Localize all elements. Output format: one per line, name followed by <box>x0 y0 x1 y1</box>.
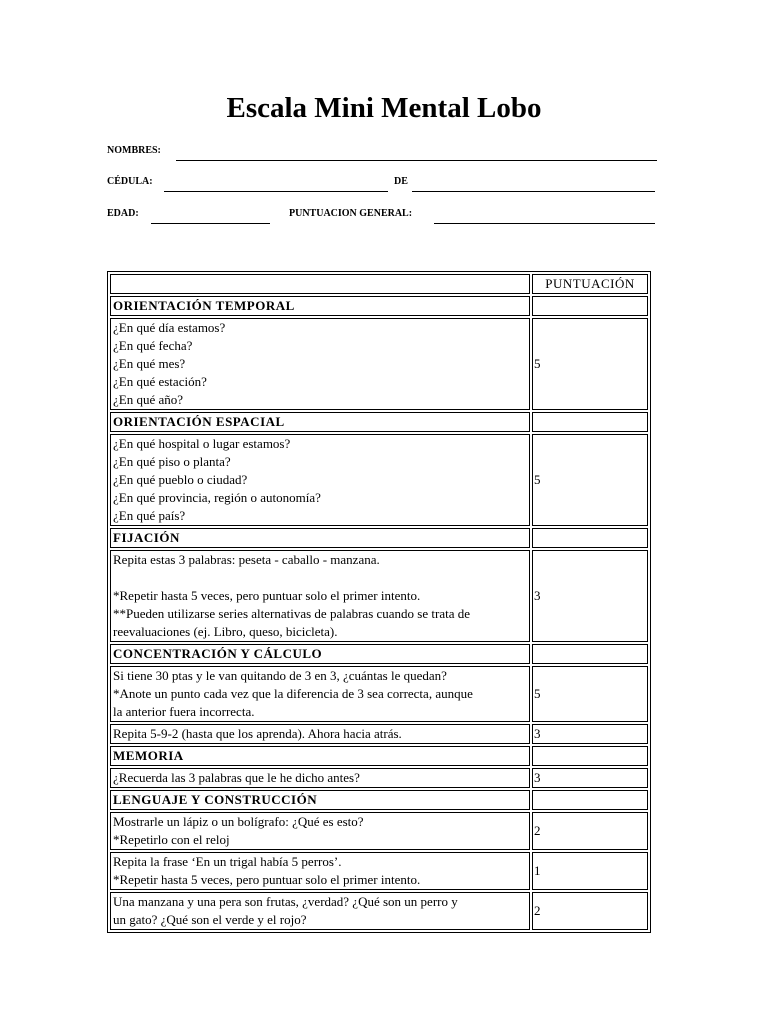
score-value: 3 <box>532 768 648 788</box>
question-note: reevaluaciones (ej. Libro, queso, bicicleta). <box>113 624 338 639</box>
section-score-cell <box>532 528 648 548</box>
section-score-cell <box>532 412 648 432</box>
scale-table <box>107 271 651 933</box>
question-text: Mostrarle un lápiz o un bolígrafo: ¿Qué es esto? <box>113 814 364 829</box>
question-text: ¿En qué estación? <box>113 374 207 389</box>
score-value: 3 <box>532 724 648 744</box>
section-orientacion-espacial: ORIENTACIÓN ESPACIAL <box>110 412 530 432</box>
question-text: Repita la frase ‘En un trigal había 5 perros’. <box>113 854 342 869</box>
score-value: 1 <box>532 852 648 890</box>
question-text: ¿En qué día estamos? <box>113 320 226 335</box>
table-row <box>110 812 648 850</box>
question-text: ¿En qué piso o planta? <box>113 454 231 469</box>
section-score-cell <box>532 296 648 316</box>
question-text: ¿En qué pueblo o ciudad? <box>113 472 248 487</box>
section-row <box>110 412 648 432</box>
section-score-cell <box>532 644 648 664</box>
question-text: ¿En qué año? <box>113 392 184 407</box>
question-text: Si tiene 30 ptas y le van quitando de 3 en 3, ¿cuántas le quedan? <box>113 668 447 683</box>
question-note: *Repetir hasta 5 veces, pero puntuar solo el primer intento. <box>113 588 421 603</box>
question-cell <box>110 768 530 788</box>
section-row <box>110 790 648 810</box>
question-text: ¿En qué país? <box>113 508 186 523</box>
cedula-field-row <box>107 176 657 194</box>
table-row <box>110 550 648 642</box>
question-note: *Repetirlo con el reloj <box>113 832 230 847</box>
question-text: ¿En qué fecha? <box>113 338 193 353</box>
question-cell <box>110 892 530 930</box>
score-value: 5 <box>532 666 648 722</box>
header-empty-cell <box>110 274 530 294</box>
question-cell <box>110 318 530 410</box>
question-cell <box>110 666 530 722</box>
de-line[interactable] <box>412 191 655 192</box>
section-concentracion-calculo: CONCENTRACIÓN Y CÁLCULO <box>110 644 530 664</box>
section-orientacion-temporal: ORIENTACIÓN TEMPORAL <box>110 296 530 316</box>
score-value: 5 <box>532 318 648 410</box>
table-row <box>110 768 648 788</box>
question-cell <box>110 812 530 850</box>
question-text: un gato? ¿Qué son el verde y el rojo? <box>113 912 307 927</box>
table-row <box>110 666 648 722</box>
section-memoria: MEMORIA <box>110 746 530 766</box>
section-fijacion: FIJACIÓN <box>110 528 530 548</box>
question-note: **Pueden utilizarse series alternativas de palabras cuando se trata de <box>113 606 470 621</box>
question-text: Repita 5-9-2 (hasta que los aprenda). Ahora hacia atrás. <box>113 726 402 741</box>
table-header-row <box>110 274 648 294</box>
cedula-line[interactable] <box>164 191 388 192</box>
section-row <box>110 746 648 766</box>
question-text: ¿En qué mes? <box>113 356 186 371</box>
de-label: DE <box>394 176 408 187</box>
question-cell <box>110 724 530 744</box>
nombres-field-row <box>107 145 657 163</box>
score-value: 2 <box>532 892 648 930</box>
edad-field-row <box>107 208 657 226</box>
section-row <box>110 528 648 548</box>
question-cell <box>110 852 530 890</box>
table-row <box>110 434 648 526</box>
question-note: *Repetir hasta 5 veces, pero puntuar solo el primer intento. <box>113 872 421 887</box>
question-text: ¿En qué hospital o lugar estamos? <box>113 436 291 451</box>
question-text: Una manzana y una pera son frutas, ¿verdad? ¿Qué son un perro y <box>113 894 458 909</box>
question-text: ¿En qué provincia, región o autonomía? <box>113 490 321 505</box>
section-row <box>110 296 648 316</box>
question-cell <box>110 434 530 526</box>
edad-label: EDAD: <box>107 208 139 219</box>
table-row <box>110 724 648 744</box>
cedula-label: CÉDULA: <box>107 176 153 187</box>
score-value: 2 <box>532 812 648 850</box>
table-row <box>110 852 648 890</box>
blank-line <box>113 569 527 587</box>
score-column-header: PUNTUACIÓN <box>532 274 648 294</box>
question-text: ¿Recuerda las 3 palabras que le he dicho antes? <box>113 770 360 785</box>
edad-line[interactable] <box>151 223 270 224</box>
puntuacion-general-line[interactable] <box>434 223 655 224</box>
score-value: 3 <box>532 550 648 642</box>
score-value: 5 <box>532 434 648 526</box>
nombres-label: NOMBRES: <box>107 145 161 156</box>
nombres-line[interactable] <box>176 160 657 161</box>
table-row <box>110 318 648 410</box>
page-title: Escala Mini Mental Lobo <box>226 92 542 124</box>
section-score-cell <box>532 746 648 766</box>
question-cell <box>110 550 530 642</box>
puntuacion-general-label: PUNTUACION GENERAL: <box>289 208 413 219</box>
section-score-cell <box>532 790 648 810</box>
question-text: Repita estas 3 palabras: peseta - caballo - manzana. <box>113 552 380 567</box>
section-row <box>110 644 648 664</box>
question-note: *Anote un punto cada vez que la diferencia de 3 sea correcta, aunque <box>113 686 473 701</box>
table-row <box>110 892 648 930</box>
question-note: la anterior fuera incorrecta. <box>113 704 255 719</box>
section-lenguaje-construccion: LENGUAJE Y CONSTRUCCIÓN <box>110 790 530 810</box>
